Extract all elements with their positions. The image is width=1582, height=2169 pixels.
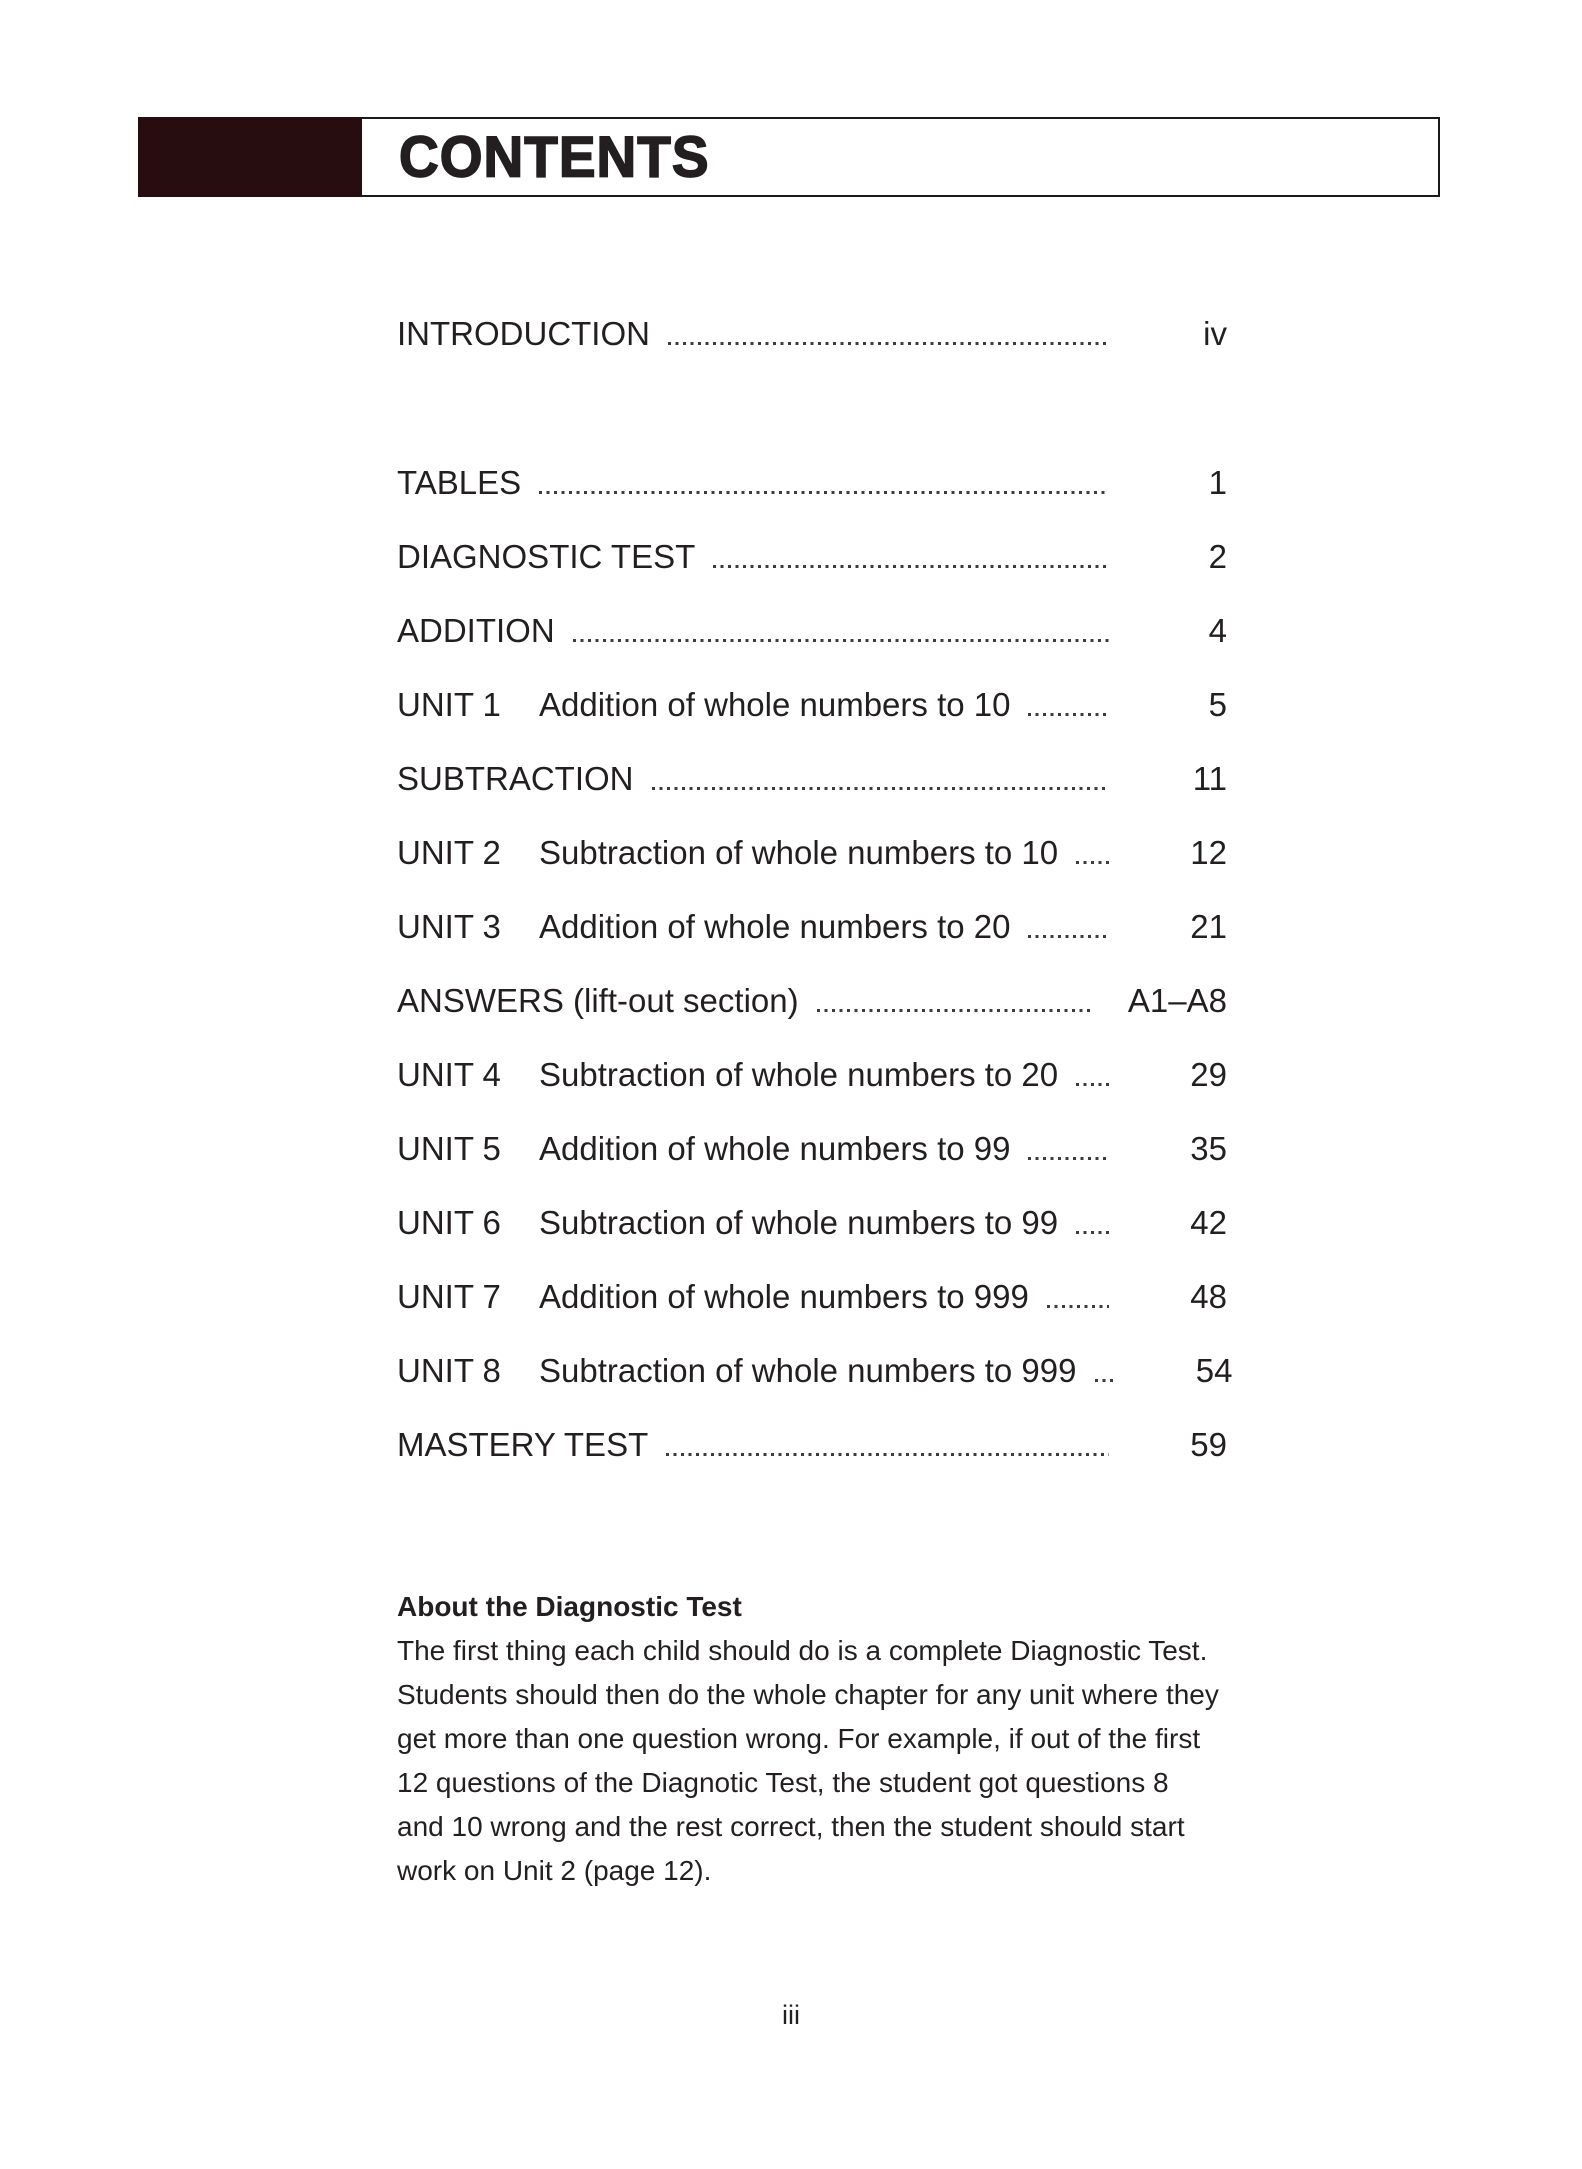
toc-entry-page-number: 48 [1190, 1278, 1227, 1315]
toc-entry-unit: UNIT 6 [397, 1204, 501, 1241]
toc-row [397, 611, 1227, 651]
toc-entry-title: Subtraction of whole numbers to 999 [539, 1352, 1077, 1389]
toc-row [397, 1055, 1227, 1095]
leader-dots [666, 1453, 1109, 1456]
toc-entry-page-number: A1–A8 [1127, 982, 1227, 1019]
toc-row [397, 1129, 1227, 1169]
toc-entry-title: MASTERY TEST [397, 1426, 649, 1463]
leader-dots [1076, 1231, 1109, 1234]
about-heading: About the Diagnostic Test [397, 1591, 742, 1622]
toc-entry-page-number: 5 [1208, 686, 1227, 723]
about-paragraph-line: 12 questions of the Diagnotic Test, the student got questions 8 [397, 1767, 1169, 1798]
leader-dots [573, 639, 1109, 642]
about-paragraph-line: work on Unit 2 (page 12). [397, 1855, 712, 1886]
toc-entry-page-number: 42 [1190, 1204, 1227, 1241]
leader-dots [1028, 713, 1109, 716]
accent-block [138, 117, 362, 197]
toc-entry-unit: UNIT 2 [397, 834, 501, 871]
toc-row [397, 833, 1227, 873]
footer-page-number: iii [782, 2000, 800, 2030]
toc-entry-unit: UNIT 5 [397, 1130, 501, 1167]
toc-row [397, 1203, 1227, 1243]
toc-entry-page-number: 59 [1190, 1426, 1227, 1463]
toc-entry-page-number: 12 [1190, 834, 1227, 871]
toc-row [397, 907, 1227, 947]
toc-entry-unit: UNIT 8 [397, 1352, 501, 1389]
toc-row [397, 1351, 1233, 1391]
toc-entry-unit: UNIT 7 [397, 1278, 501, 1315]
leader-dots [1076, 861, 1109, 864]
leader-dots [539, 491, 1109, 494]
toc-row [397, 981, 1227, 1021]
toc-entry-page-number: 4 [1208, 612, 1227, 649]
toc-entry-page-number: 35 [1190, 1130, 1227, 1167]
leader-dots [817, 1009, 1090, 1012]
toc-row [397, 537, 1227, 577]
toc-entry-unit: UNIT 1 [397, 686, 501, 723]
leader-dots [668, 342, 1109, 345]
about-section [397, 1588, 1247, 1893]
leader-dots [1028, 935, 1109, 938]
about-paragraph-line: and 10 wrong and the rest correct, then the student should start [397, 1811, 1185, 1842]
toc-entry-title: Subtraction of whole numbers to 10 [539, 834, 1059, 871]
toc-entry-page-number: 29 [1190, 1056, 1227, 1093]
toc-entry-title: Addition of whole numbers to 20 [539, 908, 1011, 945]
toc-entry-page-number: 1 [1208, 464, 1227, 501]
about-paragraph-line: get more than one question wrong. For example, if out of the first [397, 1723, 1201, 1754]
leader-dots [652, 787, 1109, 790]
header-rule-box [362, 117, 1440, 197]
toc-entry-title: Addition of whole numbers to 99 [539, 1130, 1011, 1167]
leader-dots [1047, 1305, 1109, 1308]
leader-dots [1028, 1157, 1109, 1160]
toc-entry-title: ADDITION [397, 612, 555, 649]
toc-entry-title: INTRODUCTION [397, 315, 650, 352]
toc-entry-page-number: 54 [1195, 1352, 1233, 1389]
toc-entry-title: ANSWERS (lift-out section) [397, 982, 799, 1019]
toc-row [397, 1425, 1227, 1465]
toc-row [397, 314, 1227, 354]
toc-entry-title: Addition of whole numbers to 999 [539, 1278, 1029, 1315]
toc-entry-unit: UNIT 3 [397, 908, 501, 945]
toc-row [397, 463, 1227, 503]
toc-entry-title: DIAGNOSTIC TEST [397, 538, 696, 575]
table-of-contents [397, 314, 1233, 1465]
toc-entry-title: Subtraction of whole numbers to 20 [539, 1056, 1059, 1093]
about-paragraph-line: Students should then do the whole chapter for any unit where they [397, 1679, 1219, 1710]
toc-entry-unit: UNIT 4 [397, 1056, 501, 1093]
leader-dots [1095, 1379, 1115, 1382]
toc-row [397, 685, 1227, 725]
toc-entry-title: Subtraction of whole numbers to 99 [539, 1204, 1059, 1241]
toc-entry-page-number: 21 [1190, 908, 1227, 945]
toc-entry-page-number: 11 [1192, 760, 1227, 797]
about-paragraph-line: The first thing each child should do is a complete Diagnostic Test. [397, 1635, 1208, 1666]
toc-row [397, 759, 1227, 799]
toc-entry-title: TABLES [397, 464, 522, 501]
toc-entry-title: Addition of whole numbers to 10 [539, 686, 1011, 723]
leader-dots [713, 565, 1109, 568]
toc-entry-title: SUBTRACTION [397, 760, 634, 797]
toc-entry-page-number: iv [1203, 315, 1227, 352]
page-header [138, 117, 1440, 197]
toc-row [397, 1277, 1227, 1317]
toc-entry-page-number: 2 [1208, 538, 1227, 575]
page-title: CONTENTS [399, 124, 710, 189]
leader-dots [1076, 1083, 1109, 1086]
